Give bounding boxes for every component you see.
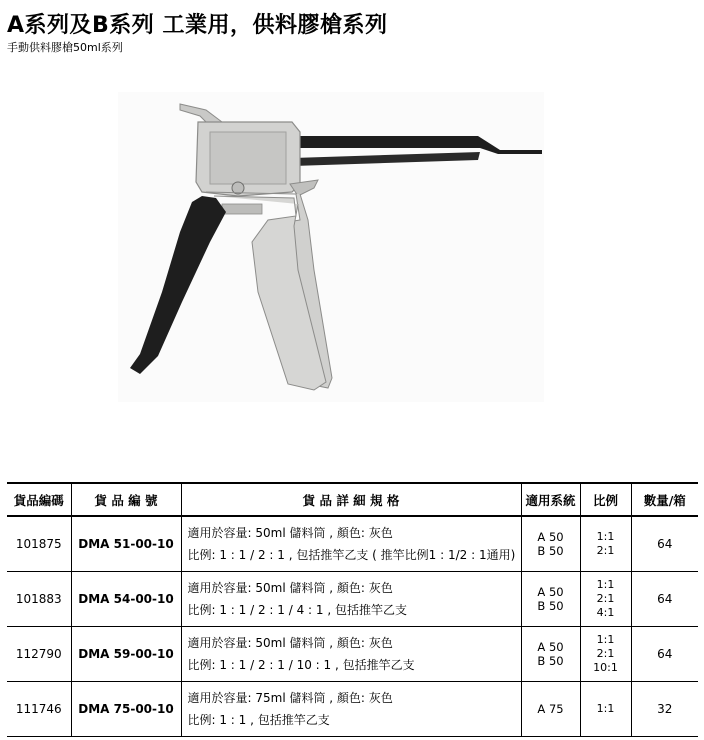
system-value: A 50 <box>537 585 564 599</box>
cell-product-code: DMA 59-00-10 <box>71 627 181 682</box>
ratio-value: 1:1 <box>596 633 615 646</box>
header-item-no: 貨品編碼 <box>7 483 71 516</box>
cell-product-code: DMA 75-00-10 <box>71 682 181 737</box>
cell-item-no: 112790 <box>7 627 71 682</box>
cell-system <box>521 516 580 572</box>
cell-qty: 64 <box>631 572 698 627</box>
spec-line-1: 適用於容量: 50ml 儲料筒 , 顏色: 灰色 <box>187 526 393 540</box>
spec-line-1: 適用於容量: 50ml 儲料筒 , 顏色: 灰色 <box>187 581 393 595</box>
product-spec-table <box>7 482 698 737</box>
cell-system <box>521 627 580 682</box>
system-value: B 50 <box>537 599 564 613</box>
table-header-row <box>7 483 698 516</box>
ratio-value: 10:1 <box>593 661 618 674</box>
ratio-value: 1:1 <box>596 578 615 591</box>
ratio-value: 1:1 <box>596 702 615 715</box>
system-value: A 50 <box>537 530 564 544</box>
cell-qty: 64 <box>631 627 698 682</box>
spec-line-2: 比例: 1 : 1 / 2 : 1 / 10 : 1 , 包括推竿乙支 <box>187 658 415 672</box>
spec-line-1: 適用於容量: 50ml 儲料筒 , 顏色: 灰色 <box>187 636 393 650</box>
cell-item-no: 101875 <box>7 516 71 572</box>
cell-ratio <box>580 572 631 627</box>
cell-product-code: DMA 54-00-10 <box>71 572 181 627</box>
header-system: 適用系統 <box>521 483 580 516</box>
table-row <box>7 627 698 682</box>
ratio-value: 2:1 <box>596 544 615 557</box>
ratio-value: 1:1 <box>596 530 615 543</box>
header-ratio: 比例 <box>580 483 631 516</box>
cell-ratio <box>580 682 631 737</box>
cell-ratio <box>580 516 631 572</box>
cell-spec <box>181 682 521 737</box>
cell-qty: 64 <box>631 516 698 572</box>
cell-item-no: 111746 <box>7 682 71 737</box>
cell-spec <box>181 627 521 682</box>
cell-spec <box>181 516 521 572</box>
dispensing-gun-illustration <box>118 92 544 402</box>
ratio-value: 2:1 <box>596 592 615 605</box>
cell-system <box>521 572 580 627</box>
cell-product-code: DMA 51-00-10 <box>71 516 181 572</box>
header-product-code: 貨 品 編 號 <box>71 483 181 516</box>
table-row <box>7 682 698 737</box>
cell-system <box>521 682 580 737</box>
page-title: A系列及B系列 工業用，供料膠槍系列 <box>7 13 388 38</box>
spec-line-1: 適用於容量: 75ml 儲料筒 , 顏色: 灰色 <box>187 691 393 705</box>
cell-item-no: 101883 <box>7 572 71 627</box>
cell-ratio <box>580 627 631 682</box>
system-value: B 50 <box>537 654 564 668</box>
ratio-value: 2:1 <box>596 647 615 660</box>
dispensing-gun-photo <box>118 92 544 402</box>
spec-line-2: 比例: 1 : 1 / 2 : 1 , 包括推竿乙支 ( 推竿比例1 : 1/2 : 1通用) <box>187 548 516 562</box>
cell-spec <box>181 572 521 627</box>
spec-line-2: 比例: 1 : 1 , 包括推竿乙支 <box>187 713 330 727</box>
header-spec: 貨 品 詳 細 規 格 <box>181 483 521 516</box>
spec-line-2: 比例: 1 : 1 / 2 : 1 / 4 : 1 , 包括推竿乙支 <box>187 603 407 617</box>
ratio-value: 4:1 <box>596 606 615 619</box>
table-row <box>7 572 698 627</box>
system-value: B 50 <box>537 544 564 558</box>
table-row <box>7 516 698 572</box>
system-value: A 75 <box>537 702 564 716</box>
page-subtitle: 手動供料膠槍50ml系列 <box>7 41 123 54</box>
cell-qty: 32 <box>631 682 698 737</box>
header-qty: 數量/箱 <box>631 483 698 516</box>
system-value: A 50 <box>537 640 564 654</box>
